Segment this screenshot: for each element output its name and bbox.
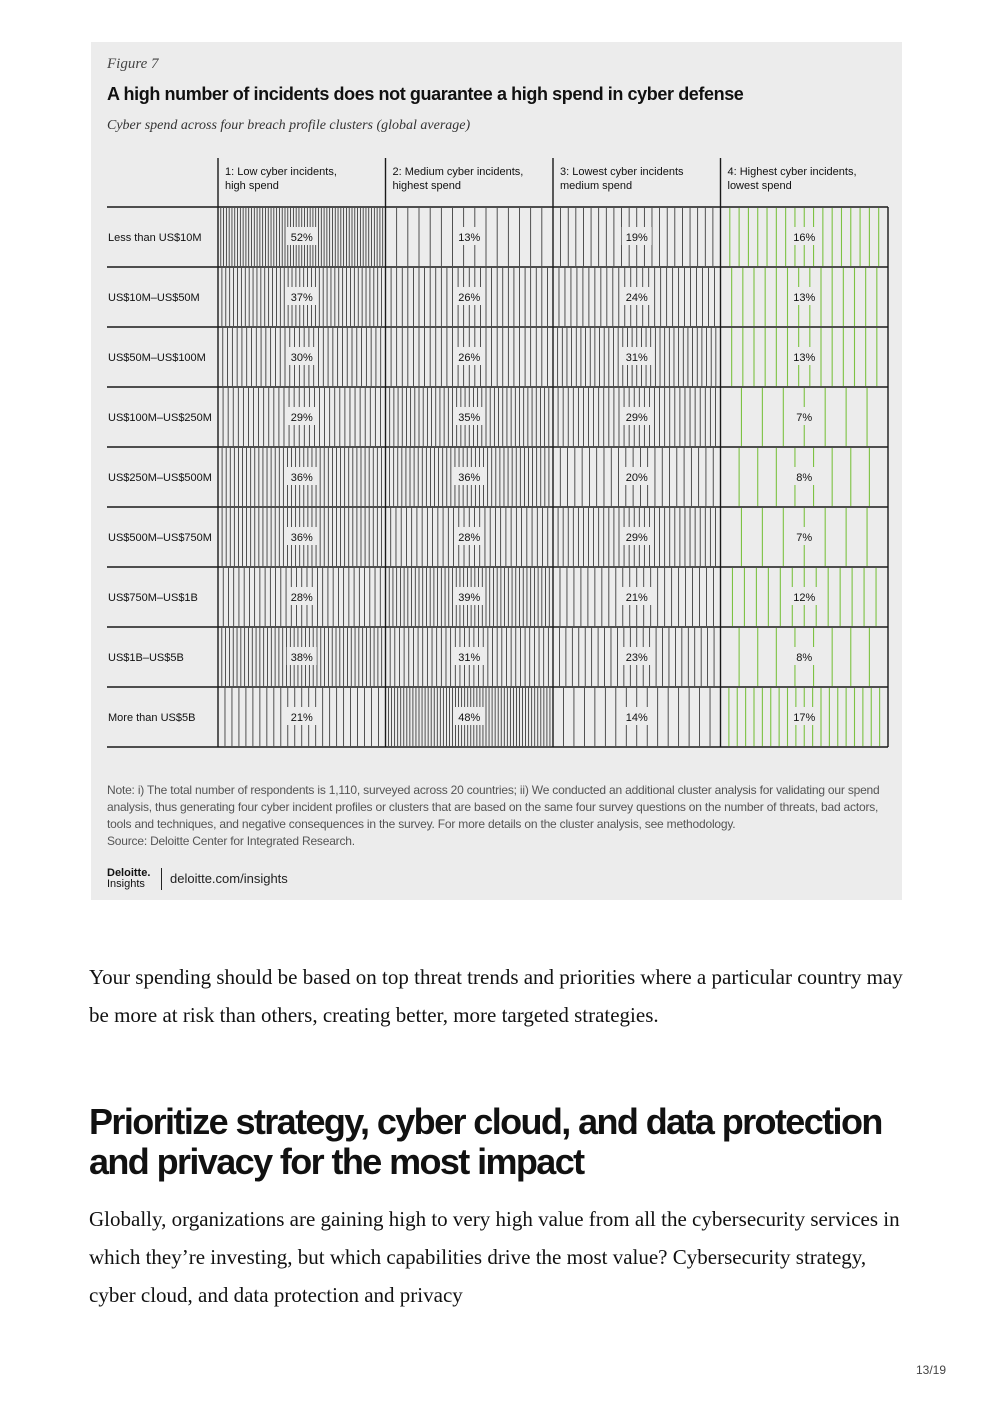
table-cell xyxy=(389,568,549,626)
note-text: Note: i) The total number of respondents is 1,110, surveyed across 20 countries; ii) We conducted an additional cluster analysis for validating our spend analysis, thus generating four cyber incident profiles or clusters that are based on the same four survey questions on the number of threats, bad actors, tools and techniques, and negative consequences in the survey. For more details on the cluster analysis, see methodology. xyxy=(107,783,880,831)
table-cell xyxy=(732,268,877,326)
table-cell xyxy=(741,508,867,566)
value-label: 36% xyxy=(458,472,481,484)
value-label: 23% xyxy=(625,652,648,664)
table-cell xyxy=(390,388,549,446)
table-cell xyxy=(560,568,714,626)
value-label: 24% xyxy=(625,292,648,304)
deloitte-logo xyxy=(107,868,150,890)
value-label: 13% xyxy=(458,232,481,244)
value-label: 12% xyxy=(793,592,816,604)
table-cell xyxy=(729,688,880,746)
table-cell xyxy=(391,328,547,386)
value-label: 29% xyxy=(625,532,648,544)
value-label: 21% xyxy=(625,592,648,604)
table-cell xyxy=(222,448,381,506)
value-label: 17% xyxy=(793,712,816,724)
value-label: 26% xyxy=(458,352,481,364)
table-cell xyxy=(559,268,715,326)
table-cell xyxy=(221,208,383,266)
table-cell xyxy=(741,388,867,446)
table-cell xyxy=(390,448,549,506)
table-cell xyxy=(732,328,877,386)
value-label: 39% xyxy=(458,592,481,604)
brand-sub: Insights xyxy=(107,878,145,890)
table-cell xyxy=(390,628,548,686)
column-header: 2: Medium cyber incidents, highest spend xyxy=(392,166,524,192)
figure-title: A high number of incidents does not guarantee a high spend in cyber defense xyxy=(107,84,744,104)
table-cell xyxy=(739,628,869,686)
page-number: 13/19 xyxy=(915,1363,946,1377)
figure-subtitle: Cyber spend across four breach profile clusters (global average) xyxy=(107,118,471,133)
table-cell xyxy=(397,208,542,266)
value-label: 8% xyxy=(796,472,813,484)
table-cell xyxy=(560,448,713,506)
value-label: 8% xyxy=(796,652,813,664)
figure-label: Figure 7 xyxy=(107,56,159,72)
value-label: 52% xyxy=(290,232,313,244)
value-label: 19% xyxy=(625,232,648,244)
table-cell xyxy=(222,508,381,566)
row-label: US$100M–US$250M xyxy=(108,412,212,424)
brand-divider xyxy=(161,868,162,890)
figure-note xyxy=(107,782,887,850)
source-text: Source: Deloitte Center for Integrated Research. xyxy=(107,834,355,848)
table-cell xyxy=(559,628,714,686)
row-label: US$250M–US$500M xyxy=(108,472,212,484)
body-paragraph-2: Globally, organizations are gaining high to very high value from all the cybersecurity services in which they’re investing, but which capabilities drive the most value? Cybersecurity strategy, cyber cloud, and data protection and privacy xyxy=(89,1207,900,1307)
value-label: 30% xyxy=(290,352,313,364)
value-label: 13% xyxy=(793,292,816,304)
value-label: 28% xyxy=(458,532,481,544)
row-label: US$10M–US$50M xyxy=(108,292,200,304)
row-label: US$50M–US$100M xyxy=(108,352,206,364)
table-cell xyxy=(732,568,876,626)
value-label: 48% xyxy=(458,712,481,724)
table-cell xyxy=(391,508,548,566)
table-cell xyxy=(222,268,382,326)
table-cell xyxy=(558,328,716,386)
table-cell xyxy=(223,568,380,626)
table-cell xyxy=(222,628,382,686)
value-label: 20% xyxy=(625,472,648,484)
table-cell xyxy=(223,388,380,446)
table-cell xyxy=(389,688,550,746)
spend-table-chart xyxy=(91,42,902,762)
value-label: 7% xyxy=(796,412,813,424)
table-cell xyxy=(391,268,547,326)
row-label: US$500M–US$750M xyxy=(108,532,212,544)
value-label: 26% xyxy=(458,292,481,304)
row-label: US$1B–US$5B xyxy=(108,652,184,664)
value-label: 13% xyxy=(793,352,816,364)
table-cell xyxy=(563,688,710,746)
body-paragraph-1: Your spending should be based on top threat trends and priorities where a particular country may be more at risk than others, creating better, more targeted strategies. xyxy=(89,965,903,1027)
brand-name: Deloitte. xyxy=(107,867,151,879)
figure-panel xyxy=(91,42,902,900)
value-label: 36% xyxy=(290,532,313,544)
table-cell xyxy=(561,208,713,266)
value-label: 29% xyxy=(625,412,648,424)
value-label: 14% xyxy=(625,712,648,724)
row-label: More than US$5B xyxy=(108,712,196,724)
value-label: 28% xyxy=(290,592,313,604)
table-cell xyxy=(558,388,715,446)
table-cell xyxy=(730,208,879,266)
value-label: 38% xyxy=(290,652,313,664)
column-header: 3: Lowest cyber incidents medium spend xyxy=(560,166,684,192)
table-cell xyxy=(225,688,379,746)
value-label: 29% xyxy=(290,412,313,424)
brand-link[interactable]: deloitte.com/insights xyxy=(170,871,288,886)
value-label: 31% xyxy=(458,652,481,664)
value-label: 16% xyxy=(793,232,816,244)
value-label: 21% xyxy=(290,712,313,724)
value-label: 36% xyxy=(290,472,313,484)
table-group xyxy=(107,158,888,747)
value-label: 37% xyxy=(290,292,313,304)
table-cell xyxy=(223,328,381,386)
section-heading: Prioritize strategy, cyber cloud, and data protection and privacy for the most impact xyxy=(89,1101,882,1182)
value-label: 31% xyxy=(625,352,648,364)
row-label: US$750M–US$1B xyxy=(108,592,198,604)
value-label: 7% xyxy=(796,532,813,544)
column-header: 4: Highest cyber incidents, lowest spend xyxy=(727,166,857,192)
table-cell xyxy=(739,448,869,506)
column-header: 1: Low cyber incidents, high spend xyxy=(225,166,337,192)
value-label: 35% xyxy=(458,412,481,424)
table-cell xyxy=(558,508,715,566)
row-label: Less than US$10M xyxy=(108,232,202,244)
